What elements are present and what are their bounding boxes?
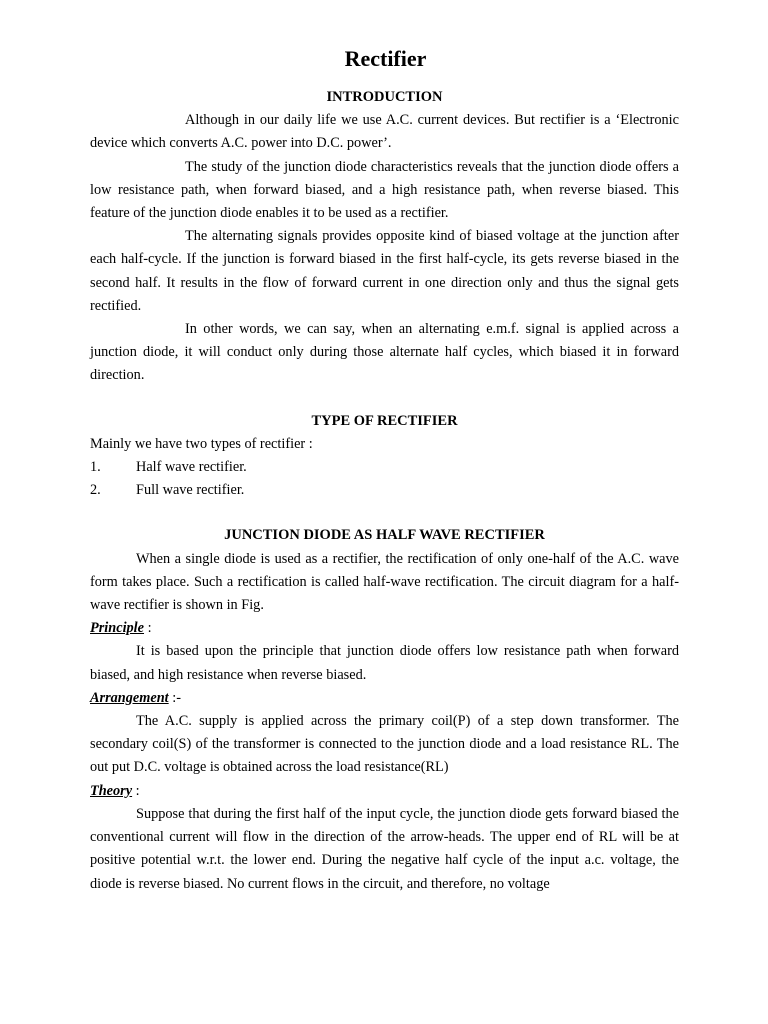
types-section xyxy=(90,410,679,503)
principle-label: Principle xyxy=(90,620,145,637)
arrangement-label: Arrangement xyxy=(90,689,169,706)
half-wave-intro: When a single diode is used as a rectifier, the rectification of only one-half of the A.C. wave form takes place. Such a rectification is called half-wave rectification. The circuit diagram for a half-wave rectifier is shown in Fig. xyxy=(90,550,679,614)
theory-label: Theory xyxy=(90,782,133,799)
types-heading: TYPE OF RECTIFIER xyxy=(311,412,458,429)
spacer xyxy=(90,502,679,524)
intro-paragraph: The study of the junction diode characteristics reveals that the junction diode offers a low resistance path, when forward biased, and a high resistance path, when reverse biased. This feature of the junction diode enables it to be used as a rectifier. xyxy=(90,158,679,222)
arrangement-text: The A.C. supply is applied across the primary coil(P) of a step down transformer. The secondary coil(S) of the transformer is connected to the junction diode and a load resistance RL. The out put D.C. voltage is obtained across the load resistance(RL) xyxy=(90,713,679,776)
list-item xyxy=(90,456,679,479)
principle-suffix: : xyxy=(144,620,152,637)
intro-paragraph: In other words, we can say, when an alternating e.m.f. signal is applied across a junction diode, it will conduct only during those alternate half cycles, which biased it in forward direction. xyxy=(90,321,679,384)
half-wave-section xyxy=(90,524,679,895)
arrangement-subheading xyxy=(90,687,679,710)
list-text: Full wave rectifier. xyxy=(136,482,245,499)
list-number: 2. xyxy=(90,482,101,499)
list-item xyxy=(90,479,679,502)
half-wave-heading: JUNCTION DIODE AS HALF WAVE RECTIFIER xyxy=(224,527,545,544)
arrangement-suffix: :- xyxy=(168,689,181,706)
intro-paragraph: Although in our daily life we use A.C. current devices. But rectifier is a ‘Electronic device which converts A.C. power into D.C. power’. xyxy=(90,112,679,152)
principle-subheading xyxy=(90,617,679,640)
introduction-section xyxy=(90,86,679,388)
introduction-heading: INTRODUCTION xyxy=(326,89,443,105)
list-number: 1. xyxy=(90,459,101,476)
list-text: Half wave rectifier. xyxy=(136,459,247,476)
document-title: Rectifier xyxy=(344,46,427,71)
types-intro: Mainly we have two types of rectifier : xyxy=(90,435,313,452)
intro-paragraph: The alternating signals provides opposite kind of biased voltage at the junction after each half-cycle. If the junction is forward biased in the first half-cycle, its gets reverse biased in the second half. It results in the flow of forward current in one direction only and thus the signal gets rectified. xyxy=(90,228,679,314)
theory-text: Suppose that during the first half of the input cycle, the junction diode gets forward biased the conventional current will flow in the direction of the arrow-heads. The upper end of RL will be at positive potential w.r.t. the lower end. During the negative half cycle of the input a.c. voltage, the diode is reverse biased. No current flows in the circuit, and therefore, no voltage xyxy=(90,805,679,892)
principle-text: It is based upon the principle that junction diode offers low resistance path when forward biased, and high resistance when reverse biased. xyxy=(90,643,679,683)
theory-subheading xyxy=(90,780,679,803)
theory-suffix: : xyxy=(132,782,140,799)
spacer xyxy=(90,388,679,410)
